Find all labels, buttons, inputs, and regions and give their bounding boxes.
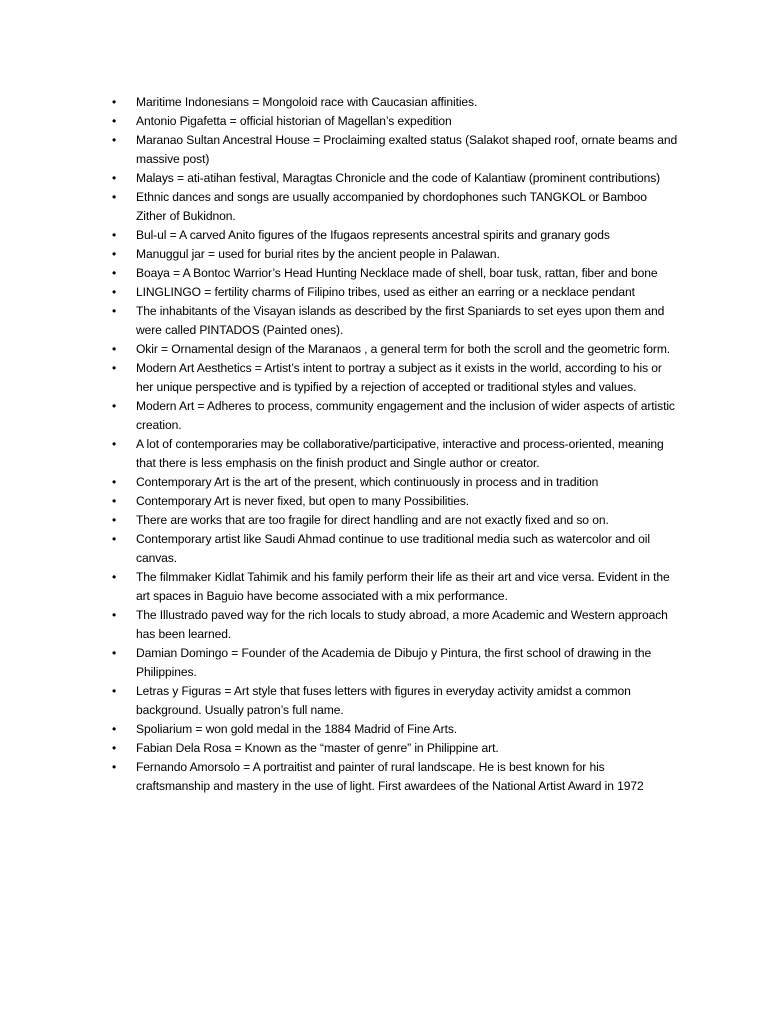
list-item-text: The Illustrado paved way for the rich locals to study abroad, a more Academic and Western approach has been learned. <box>136 608 668 641</box>
list-item <box>0 492 768 511</box>
list-item-text: Letras y Figuras = Art style that fuses letters with figures in everyday activity amidst a common background. Usually patron’s full name. <box>136 684 631 717</box>
bullet-icon: • <box>112 646 117 660</box>
list-item-text: Antonio Pigafetta = official historian of Magellan’s expedition <box>136 114 452 128</box>
bullet-icon: • <box>112 133 117 147</box>
list-item <box>0 264 768 283</box>
list-item <box>0 359 768 397</box>
bullet-icon: • <box>112 190 117 204</box>
list-item-text: A lot of contemporaries may be collaborative/participative, interactive and process-oriented, meaning that there is less emphasis on the finish product and Single author or creator. <box>136 437 664 470</box>
list-item-text: Modern Art = Adheres to process, community engagement and the inclusion of wider aspects of artistic creation. <box>136 399 675 432</box>
list-item <box>0 530 768 568</box>
list-item <box>0 283 768 302</box>
bullet-icon: • <box>112 475 117 489</box>
bullet-icon: • <box>112 304 117 318</box>
bullet-icon: • <box>112 513 117 527</box>
bullet-icon: • <box>112 437 117 451</box>
list-item-text: The inhabitants of the Visayan islands as described by the first Spaniards to set eyes upon them and were called PINTADOS (Painted ones). <box>136 304 665 337</box>
list-item <box>0 245 768 264</box>
bullet-icon: • <box>112 399 117 413</box>
bullet-icon: • <box>112 532 117 546</box>
list-item-text: Boaya = A Bontoc Warrior’s Head Hunting Necklace made of shell, boar tusk, rattan, fiber and bone <box>136 266 658 280</box>
list-item <box>0 435 768 473</box>
list-item-text: Modern Art Aesthetics = Artist’s intent to portray a subject as it exists in the world, according to his or her unique perspective and is typified by a rejection of accepted or traditional styles and values. <box>136 361 662 394</box>
list-item <box>0 758 768 796</box>
bullet-icon: • <box>112 494 117 508</box>
list-item <box>0 644 768 682</box>
list-item-text: Okir = Ornamental design of the Maranaos , a general term for both the scroll and the geometric form. <box>136 342 671 356</box>
list-item-text: Contemporary Art is the art of the present, which continuously in process and in tradition <box>136 475 599 489</box>
bullet-icon: • <box>112 741 117 755</box>
list-item-text: The filmmaker Kidlat Tahimik and his family perform their life as their art and vice versa. Evident in the art spaces in Baguio have become associated with a mix performance. <box>136 570 670 603</box>
list-item <box>0 131 768 169</box>
list-item <box>0 739 768 758</box>
list-item <box>0 473 768 492</box>
list-item <box>0 226 768 245</box>
list-item-text: Fernando Amorsolo = A portraitist and painter of rural landscape. He is best known for his craftsmanship and mastery in the use of light. First awardees of the National Artist Award in 1972 <box>136 760 644 793</box>
list-item <box>0 188 768 226</box>
bullet-icon: • <box>112 247 117 261</box>
list-item <box>0 93 768 112</box>
bullet-icon: • <box>112 570 117 584</box>
list-item <box>0 568 768 606</box>
list-item-text: Bul-ul = A carved Anito figures of the Ifugaos represents ancestral spirits and granary gods <box>136 228 610 242</box>
list-item-text: Spoliarium = won gold medal in the 1884 Madrid of Fine Arts. <box>136 722 458 736</box>
list-item <box>0 302 768 340</box>
bullet-icon: • <box>112 760 117 774</box>
list-item <box>0 169 768 188</box>
list-item-text: Maranao Sultan Ancestral House = Proclaiming exalted status (Salakot shaped roof, ornate beams and massive post) <box>136 133 678 166</box>
list-item <box>0 397 768 435</box>
list-item <box>0 720 768 739</box>
bullet-icon: • <box>112 266 117 280</box>
bullet-icon: • <box>112 608 117 622</box>
bullet-icon: • <box>112 228 117 242</box>
bullet-icon: • <box>112 722 117 736</box>
list-item <box>0 511 768 530</box>
bullet-icon: • <box>112 171 117 185</box>
list-item-text: There are works that are too fragile for direct handling and are not exactly fixed and so on. <box>136 513 609 527</box>
list-item-text: LINGLINGO = fertility charms of Filipino tribes, used as either an earring or a necklace pendant <box>136 285 635 299</box>
list-item <box>0 340 768 359</box>
list-item-text: Maritime Indonesians = Mongoloid race with Caucasian affinities. <box>136 95 478 109</box>
bullet-icon: • <box>112 285 117 299</box>
list-item-text: Fabian Dela Rosa = Known as the “master of genre” in Philippine art. <box>136 741 499 755</box>
bullet-list <box>0 93 768 796</box>
bullet-icon: • <box>112 114 117 128</box>
list-item-text: Malays = ati-atihan festival, Maragtas Chronicle and the code of Kalantiaw (prominent contributions) <box>136 171 661 185</box>
list-item <box>0 606 768 644</box>
list-item <box>0 112 768 131</box>
list-item-text: Manuggul jar = used for burial rites by the ancient people in Palawan. <box>136 247 500 261</box>
list-item-text: Contemporary artist like Saudi Ahmad continue to use traditional media such as watercolor and oil canvas. <box>136 532 650 565</box>
list-item-text: Contemporary Art is never fixed, but open to many Possibilities. <box>136 494 470 508</box>
bullet-icon: • <box>112 361 117 375</box>
list-item-text: Ethnic dances and songs are usually accompanied by chordophones such TANGKOL or Bamboo Zither of Bukidnon. <box>136 190 647 223</box>
list-item-text: Damian Domingo = Founder of the Academia de Dibujo y Pintura, the first school of drawing in the Philippines. <box>136 646 652 679</box>
bullet-icon: • <box>112 342 117 356</box>
bullet-icon: • <box>112 95 117 109</box>
list-item <box>0 682 768 720</box>
bullet-icon: • <box>112 684 117 698</box>
